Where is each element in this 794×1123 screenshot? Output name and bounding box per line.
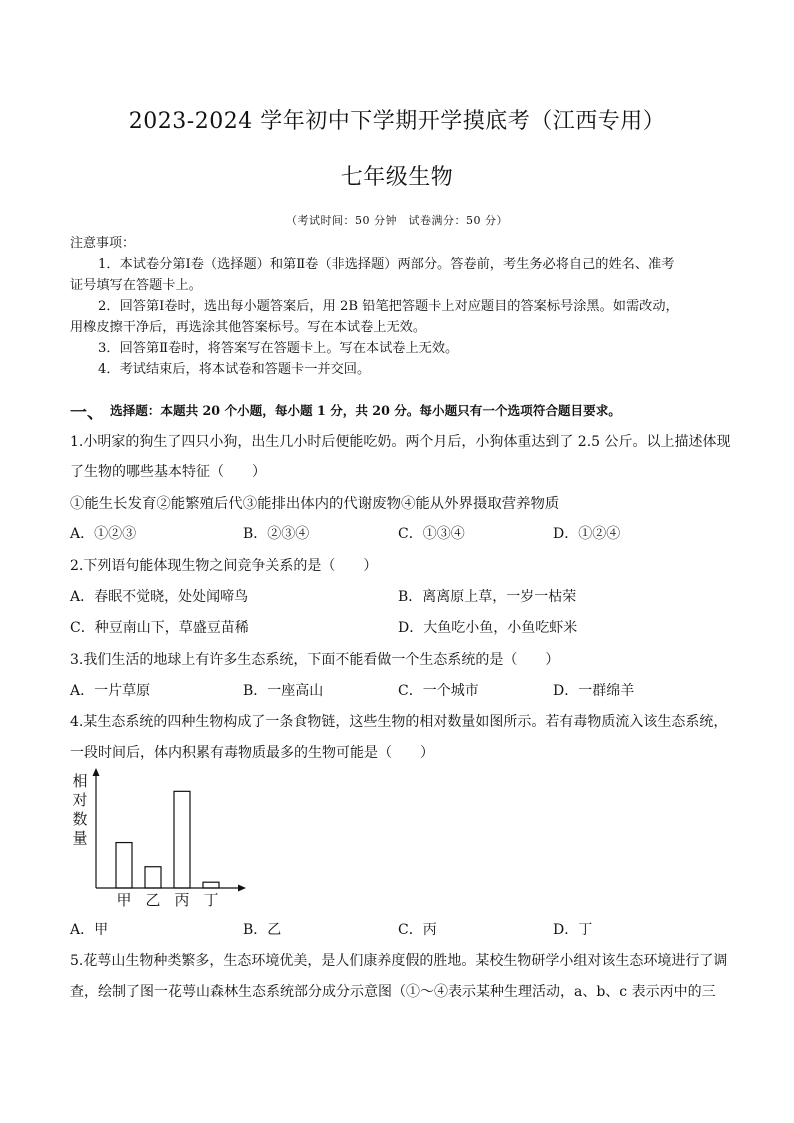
notice-item-4: 4．考试结束后，将本试卷和答题卡一并交回。 xyxy=(98,362,371,377)
chart-bar-1 xyxy=(116,843,132,888)
q4-option-c: C．丙 xyxy=(398,922,437,938)
q5-line-2: 查，绘制了图一花萼山森林生态系统部分成分示意图（①～④表示某种生理活动，a、b、c 表示丙中的三 xyxy=(70,984,716,1000)
q1-option-d: D．①②④ xyxy=(553,526,621,542)
exam-meta: （考试时间：50 分钟 试卷满分：50 分） xyxy=(286,214,508,227)
chart-bar-3 xyxy=(174,791,190,888)
chart-x-tick-4: 丁 xyxy=(203,891,219,909)
chart-x-tick-labels xyxy=(116,891,218,909)
q3-option-a: A．一片草原 xyxy=(70,683,151,699)
notice-item-2-line-1: 2．回答第Ⅰ卷时，选出每小题答案后，用 2B 铅笔把答题卡上对应题目的答案标号涂黑。如需改动， xyxy=(98,299,679,314)
q1-line-3: ①能生长发育②能繁殖后代③能排出体内的代谢废物④能从外界摄取营养物质 xyxy=(70,496,560,512)
chart-y-label-char-2: 对 xyxy=(72,791,88,809)
q1-line-1: 1.小明家的狗生了四只小狗，出生几小时后便能吃奶。两个月后，小狗体重达到了 2.5 公斤。以上描述体现 xyxy=(70,434,731,450)
chart-x-axis-arrow xyxy=(238,885,246,892)
notice-item-3: 3．回答第Ⅱ卷时，将答案写在答题卡上。写在本试卷上无效。 xyxy=(98,341,459,356)
notice-item-2-line-2: 用橡皮擦干净后，再选涂其他答案标号。写在本试卷上无效。 xyxy=(70,320,427,335)
notice-item-1-line-2: 证号填写在答题卡上。 xyxy=(70,278,202,293)
chart-x-tick-2: 乙 xyxy=(145,891,161,909)
notice-item-1-line-1: 1．本试卷分第Ⅰ卷（选择题）和第Ⅱ卷（非选择题）两部分。答卷前，考生务必将自己的姓名、准考 xyxy=(98,257,675,272)
chart-bar-2 xyxy=(145,867,161,888)
q4-option-d: D．丁 xyxy=(553,922,593,938)
q3-option-b: B．一座高山 xyxy=(243,683,324,699)
q2-option-b: B．离离原上草，一岁一枯荣 xyxy=(398,589,577,605)
q3-line-1: 3.我们生活的地球上有许多生态系统，下面不能看做一个生态系统的是（ ） xyxy=(70,652,560,668)
q4-option-a: A．甲 xyxy=(70,922,109,938)
chart-x-tick-3: 丙 xyxy=(174,891,190,909)
chart-y-label-char-1: 相 xyxy=(72,772,88,790)
q4-line-2: 一段时间后，体内积累有毒物质最多的生物可能是（ ） xyxy=(70,745,434,761)
chart-y-label-char-3: 数 xyxy=(72,810,88,828)
chart-y-axis-arrow xyxy=(93,768,100,776)
section-heading: 选择题：本题共 20 个小题，每小题 1 分，共 20 分。每小题只有一个选项符合题目要求。 xyxy=(110,403,621,418)
q1-option-c: C．①③④ xyxy=(398,526,465,542)
exam-subtitle: 七年级生物 xyxy=(340,165,454,190)
section-number: 一、 xyxy=(70,403,104,423)
chart-y-label-char-4: 量 xyxy=(72,829,88,847)
chart-bars xyxy=(116,791,219,888)
q2-line-1: 2.下列语句能体现生物之间竞争关系的是（ ） xyxy=(70,558,378,574)
exam-title: 2023-2024 学年初中下学期开学摸底考（江西专用） xyxy=(128,109,666,134)
q4-line-1: 4.某生态系统的四种生物构成了一条食物链，这些生物的相对数量如图所示。若有毒物质流入该生态系统， xyxy=(70,714,728,730)
q2-option-c: C．种豆南山下，草盛豆苗稀 xyxy=(70,620,249,636)
q3-option-c: C．一个城市 xyxy=(398,683,479,699)
chart-bar-4 xyxy=(203,882,219,888)
q4-option-b: B．乙 xyxy=(243,922,282,938)
q5-line-1: 5.花萼山生物种类繁多，生态环境优美，是人们康养度假的胜地。某校生物研学小组对该生态环境进行了调 xyxy=(70,953,728,969)
q1-option-a: A．①②③ xyxy=(70,526,137,542)
q3-option-d: D．一群绵羊 xyxy=(553,683,635,699)
chart-y-axis-label xyxy=(72,772,87,847)
q1-line-2: 了生物的哪些基本特征（ ） xyxy=(70,464,266,480)
q4-bar-chart xyxy=(60,766,260,912)
q2-option-a: A．春眠不觉晓，处处闻啼鸟 xyxy=(70,589,249,605)
q1-option-b: B．②③④ xyxy=(243,526,310,542)
q2-option-d: D．大鱼吃小鱼，小鱼吃虾米 xyxy=(398,620,578,636)
notice-heading: 注意事项： xyxy=(70,236,136,251)
chart-x-tick-1: 甲 xyxy=(116,891,132,909)
